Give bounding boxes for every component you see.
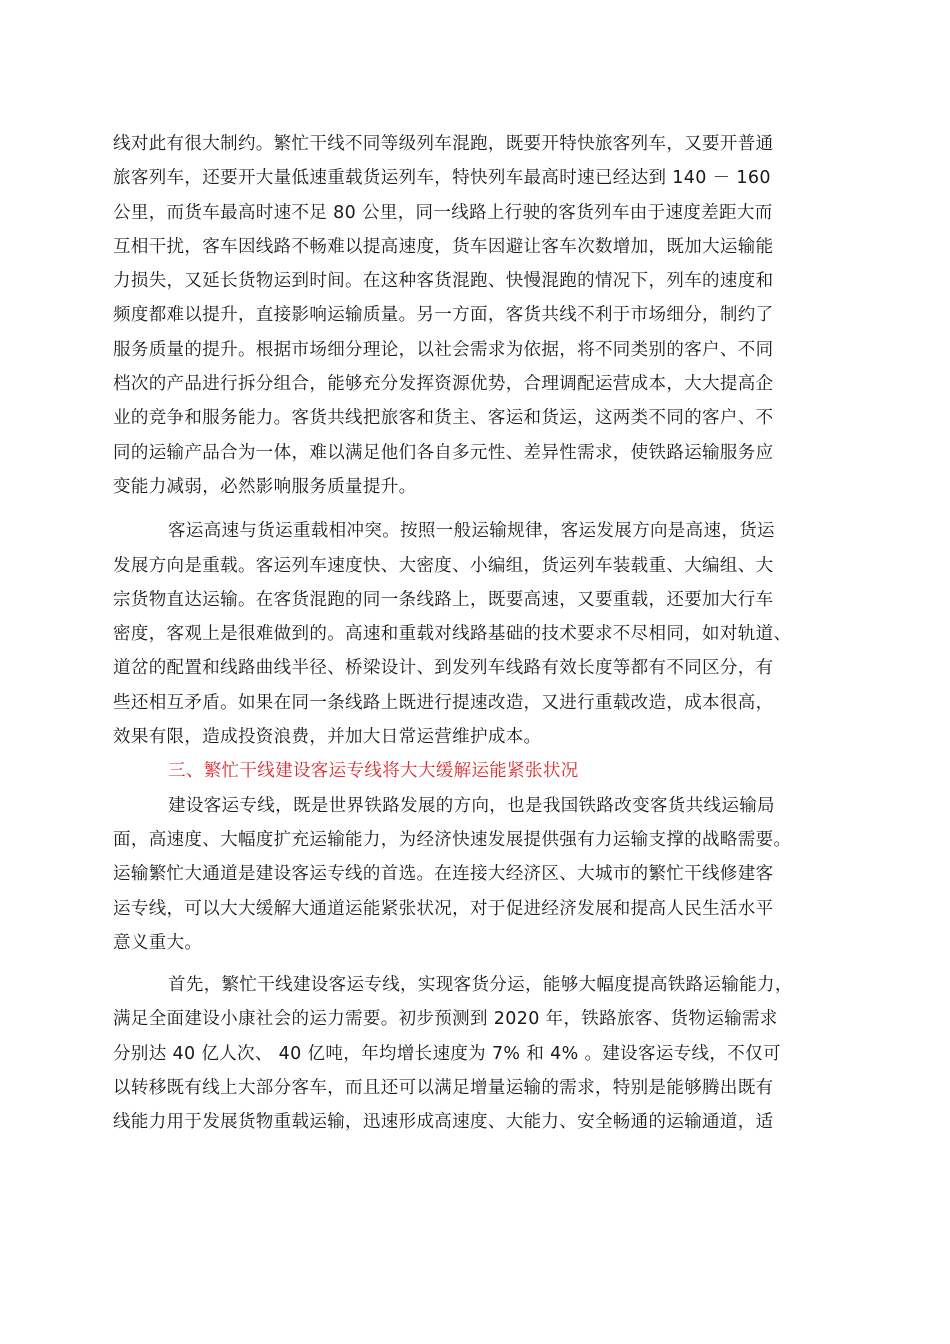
paragraph-line: 档次的产品进行拆分组合，能够充分发挥资源优势，合理调配运营成本，大大提高企: [113, 374, 774, 395]
paragraph-line: 首先，繁忙干线建设客运专线，实现客货分运，能够大幅度提高铁路运输能力，: [168, 975, 793, 996]
paragraph-1: [113, 127, 843, 504]
paragraph-3: [113, 789, 843, 960]
paragraph-2: [113, 514, 843, 754]
paragraph-line: 力损失，又延长货物运到时间。在这种客货混跑、快慢混跑的情况下，列车的速度和: [113, 271, 774, 292]
paragraph-line: 线能力用于发展货物重载运输，迅速形成高速度、大能力、安全畅通的运输通道，适: [113, 1112, 774, 1133]
paragraph-line: 运输繁忙大通道是建设客运专线的首选。在连接大经济区、大城市的繁忙干线修建客: [113, 864, 774, 885]
paragraph-line: 些还相互矛盾。如果在同一条线路上既进行提速改造，又进行重载改造，成本很高，: [113, 692, 774, 713]
document-body: [113, 127, 843, 1140]
paragraph-line: 客运高速与货运重载相冲突。按照一般运输规律，客运发展方向是高速，货运: [168, 521, 775, 542]
paragraph-line: 变能力减弱，必然影响服务质量提升。: [113, 476, 417, 497]
paragraph-line: 频度都难以提升，直接影响运输质量。另一方面，客货共线不利于市场细分，制约了: [113, 305, 774, 326]
paragraph-line: 满足全面建设小康社会的运力需要。初步预测到 2020 年，铁路旅客、货物运输需求: [113, 1009, 778, 1030]
paragraph-line: 面，高速度、大幅度扩充运输能力，为经济快速发展提供强有力运输支撑的战略需要。: [113, 829, 792, 850]
paragraph-line: 互相干扰，客车因线路不畅难以提高速度，货车因避让客车次数增加，既加大运输能: [113, 236, 774, 257]
paragraph-line: 宗货物直达运输。在客货混跑的同一条线路上，既要高速，又要重载，还要加大行车: [113, 589, 774, 610]
paragraph-line: 线对此有很大制约。繁忙干线不同等级列车混跑，既要开特快旅客列车，又要开普通: [113, 134, 774, 154]
paragraph-line: 效果有限，造成投资浪费，并加大日常运营维护成本。: [113, 727, 542, 748]
paragraph-line: 意义重大。: [113, 932, 203, 953]
paragraph-spacer: [113, 960, 843, 968]
paragraph-line: 旅客列车，还要开大量低速重载货运列车，特快列车最高时速已经达到 140 － 160: [113, 168, 771, 189]
paragraph-line: 发展方向是重载。客运列车速度快、大密度、小编组，货运列车装载重、大编组、大: [113, 555, 774, 576]
paragraph-line: 分别达 40 亿人次、 40 亿吨，年均增长速度为 7% 和 4% 。建设客运专线，不仅可: [113, 1043, 781, 1064]
section-heading: 三、繁忙干线建设客运专线将大大缓解运能紧张状况: [168, 761, 579, 782]
paragraph-line: 建设客运专线，既是世界铁路发展的方向，也是我国铁路改变客货共线运输局: [168, 795, 775, 816]
paragraph-spacer: [113, 504, 843, 514]
paragraph-line: 同的运输产品合为一体，难以满足他们各自多元性、差异性需求，使铁路运输服务应: [113, 442, 774, 463]
paragraph-line: 道岔的配置和线路曲线半径、桥梁设计、到发列车线路有效长度等都有不同区分，有: [113, 658, 774, 679]
paragraph-line: 密度，客观上是很难做到的。高速和重载对线路基础的技术要求不尽相同，如对轨道、: [113, 624, 792, 645]
paragraph-4: [113, 968, 843, 1139]
paragraph-line: 运专线，可以大大缓解大通道运能紧张状况，对于促进经济发展和提高人民生活水平: [113, 898, 774, 919]
paragraph-line: 以转移既有线上大部分客车，而且还可以满足增量运输的需求，特别是能够腾出既有: [113, 1078, 774, 1099]
paragraph-line: 公里，而货车最高时速不足 80 公里，同一线路上行驶的客货列车由于速度差距大而: [113, 202, 773, 223]
paragraph-line: 业的竞争和服务能力。客货共线把旅客和货主、客运和货运，这两类不同的客户、不: [113, 408, 774, 429]
paragraph-line: 服务质量的提升。根据市场细分理论，以社会需求为依据，将不同类别的客户、不同: [113, 339, 774, 360]
